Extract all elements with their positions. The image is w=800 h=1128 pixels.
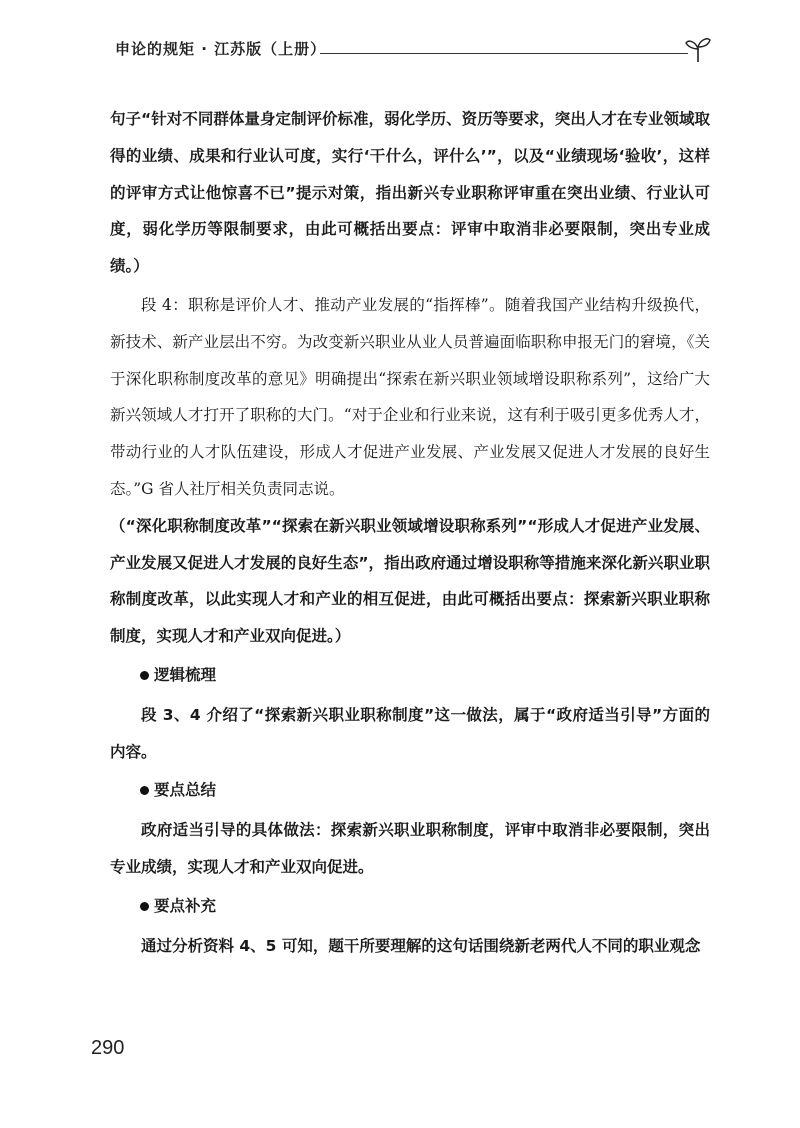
page-body xyxy=(110,101,710,964)
section-body-supplement: 通过分析资料 4、5 可知，题干所要理解的这句话围绕新老两代人不同的职业观念 xyxy=(141,936,701,955)
section-heading-supplement: 要点补充 xyxy=(110,888,710,925)
book-title: 申论的规矩 · 江苏版（上册） xyxy=(115,40,327,58)
section-heading-logic: 逻辑梳理 xyxy=(110,657,710,694)
sprout-icon xyxy=(683,34,713,64)
running-header xyxy=(115,38,715,68)
bullet-icon xyxy=(140,902,149,911)
header-divider xyxy=(320,53,688,54)
bullet-icon xyxy=(140,671,149,680)
section-body-logic: 段 3、4 介绍了“探索新兴职业职称制度”这一做法，属于“政府适当引导”方面的内容。 xyxy=(110,705,710,761)
material-paragraph-4: 段 4：职称是评价人才、推动产业发展的“指挥棒”。随着我国产业结构升级换代，新技术、新产业层出不穷。为改变新兴职业从业人员普遍面临职称申报无门的窘境，《关于深化职称制度改革的意见》明确提出“探索在新兴职业领域增设职称系列”，这给广大新兴领域人才打开了职称的大门。“对于企业和行业来说，这有利于吸引更多优秀人才，带动行业的人才队伍建设，形成人才促进产业发展、产业发展又促进人才发展的良好生态。”G 省人社厅相关负责同志说。 xyxy=(110,295,710,498)
analysis-paragraph: 句子“针对不同群体量身定制评价标准，弱化学历、资历等要求，突出人才在专业领域取得的业绩、成果和行业认可度，实行‘干什么，评什么’”，以及“业绩现场‘验收’，这样的评审方式让他惊喜不已”提示对策，指出新兴专业职称评审重在突出业绩、行业认可度，弱化学历等限制要求，由此可概括出要点：评审中取消非必要限制，突出专业成绩。） xyxy=(110,110,710,276)
section-heading-summary: 要点总结 xyxy=(110,772,710,809)
page-number: 290 xyxy=(91,1037,125,1059)
analysis-paragraph: （“深化职称制度改革”“探索在新兴职业领域增设职称系列”“形成人才促进产业发展、产业发展又促进人才发展的良好生态”，指出政府通过增设职称等措施来深化新兴职业职称制度改革，以此实现人才和产业的相互促进，由此可概括出要点：探索新兴职业职称制度，实现人才和产业双向促进。） xyxy=(110,516,710,646)
section-body-summary: 政府适当引导的具体做法：探索新兴职业职称制度，评审中取消非必要限制，突出专业成绩，实现人才和产业双向促进。 xyxy=(110,821,710,876)
